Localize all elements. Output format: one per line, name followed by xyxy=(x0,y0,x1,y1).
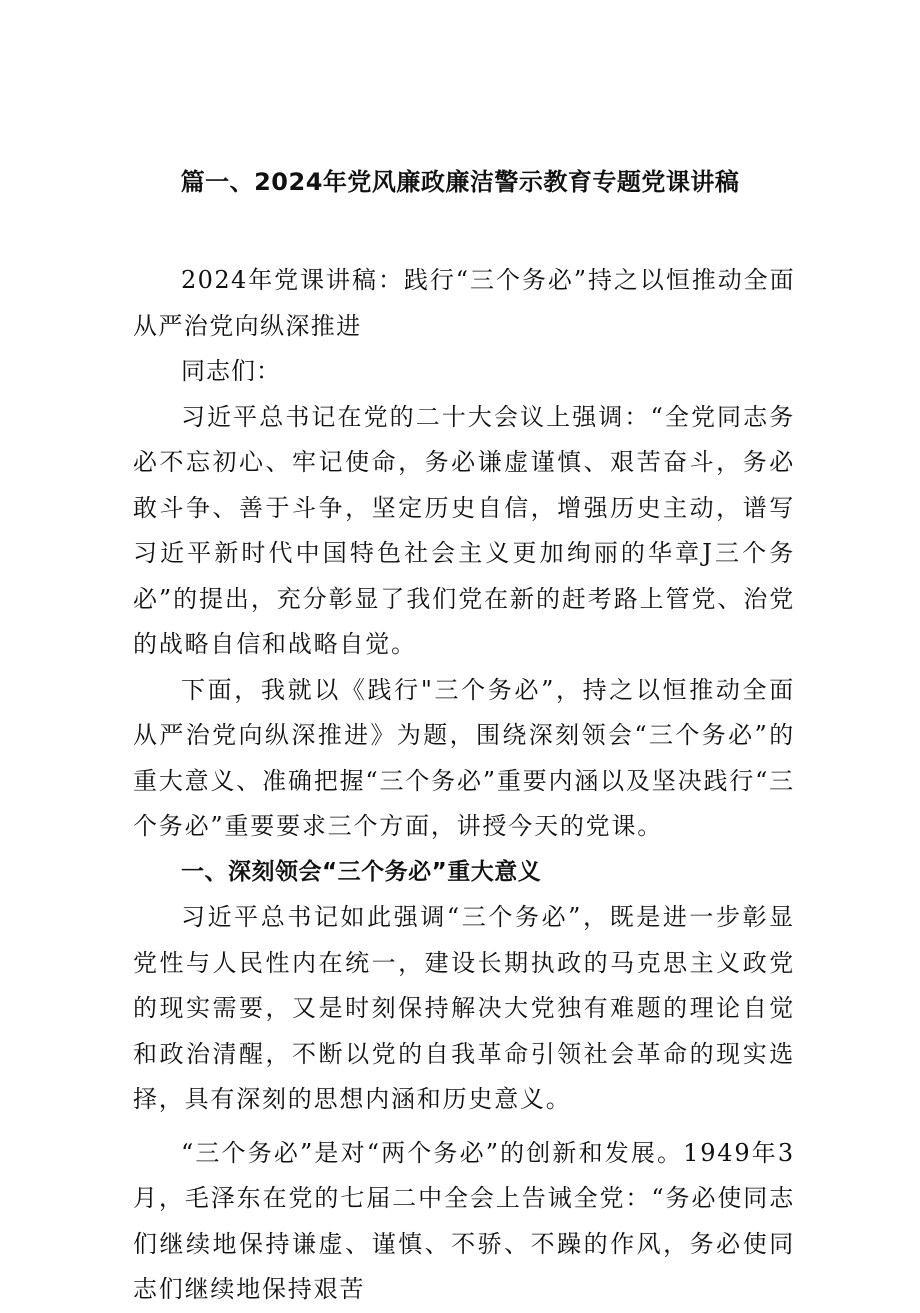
paragraph-1: 习近平总书记在党的二十大会议上强调：“全党同志务必不忘初心、牢记使命，务必谦虚谨慎、艰苦奋斗，务必敢斗争、善于斗争，坚定历史自信，增强历史主动，谱写习近平新时代中国特色社会主义更加绚丽的华章J三个务必”的提出，充分彰显了我们党在新的赶考路上管党、治党的战略自信和战略自觉。 xyxy=(133,402,795,658)
lecture-subtitle: 2024年党课讲稿：践行“三个务必”持之以恒推动全面从严治党向纵深推进 xyxy=(133,266,795,340)
paragraph-4: “三个务必”是对“两个务必”的创新和发展。1949年3月，毛泽东在党的七届二中全会上告诫全党：“务必使同志们继续地保持谦虚、谨慎、不骄、不躁的作风，务必使同志们继续地保持艰苦 xyxy=(133,1138,795,1303)
document-title: 篇一、2024年党风廉政廉洁警示教育专题党课讲稿 xyxy=(180,168,740,196)
section-heading-1: 一、深刻领会“三个务必”重大意义 xyxy=(181,858,542,885)
paragraph-2: 下面，我就以《践行"三个务必”，持之以恒推动全面从严治党向纵深推进》为题，围绕深刻领会“三个务必”的重大意义、准确把握“三个务必”重要内涵以及坚决践行“三个务必”重要要求三个方面，讲授今天的党课。 xyxy=(133,675,795,840)
document-body xyxy=(133,258,795,1313)
paragraph-3: 习近平总书记如此强调“三个务必”，既是进一步彰显党性与人民性内在统一，建设长期执政的马克思主义政党的现实需要，又是时刻保持解决大党独有难题的理论自觉和政治清醒，不断以党的自我革命引领社会革命的现实选择，具有深刻的思想内涵和历史意义。 xyxy=(133,903,795,1113)
salutation: 同志们： xyxy=(181,357,281,385)
